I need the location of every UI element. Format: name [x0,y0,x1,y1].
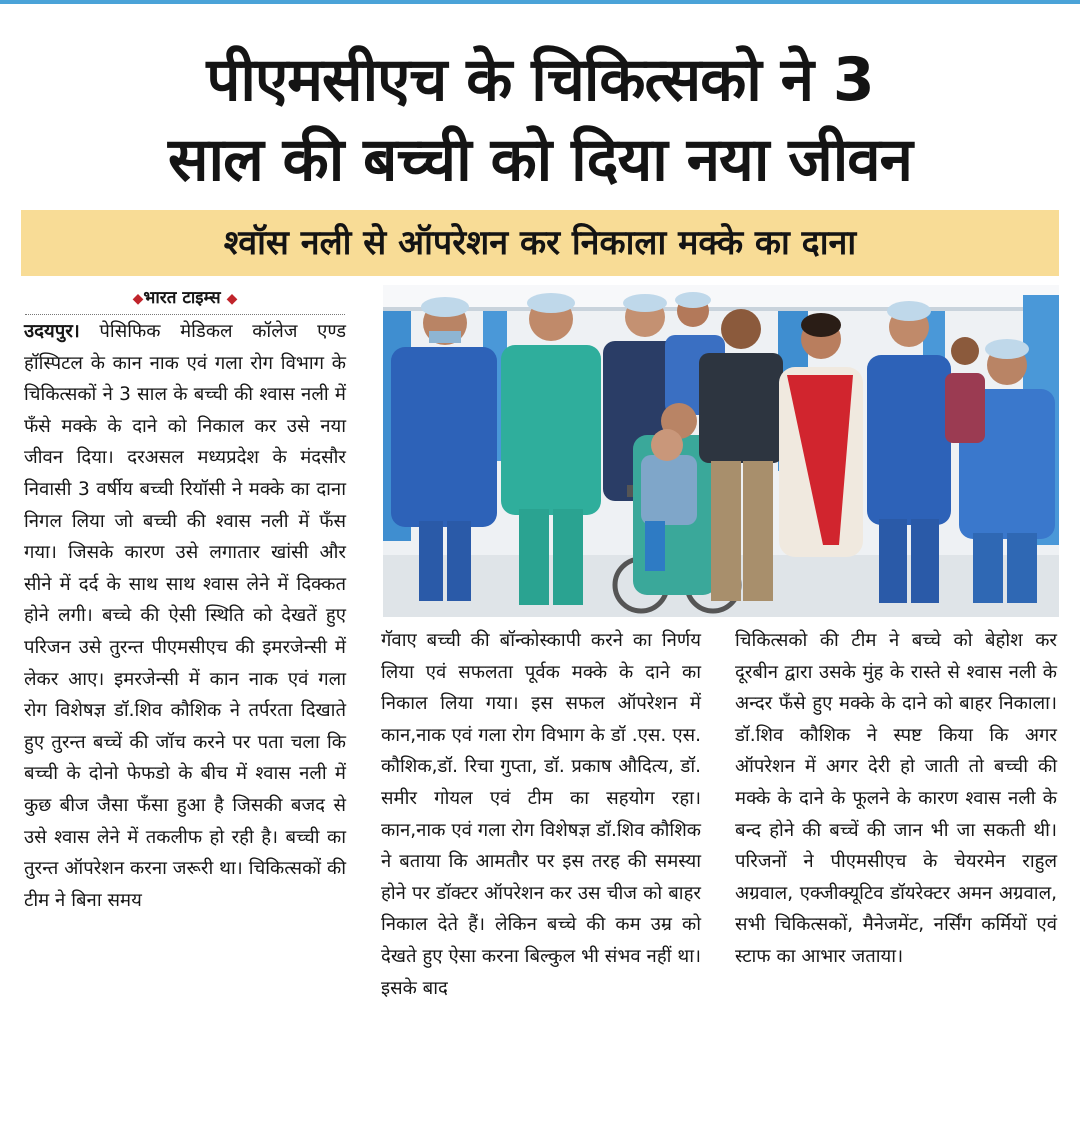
group-photo-illustration [383,285,1059,617]
article-column-1 [24,316,346,916]
byline [25,286,345,311]
diamond-icon: ◆ [132,291,144,307]
byline-source: भारत टाइम्स [143,288,221,308]
headline-line-2: साल की बच्ची को दिया नया जीवन [168,125,912,195]
diamond-icon: ◆ [226,291,238,307]
news-photo [383,285,1059,617]
headline [0,40,1080,200]
dateline: उदयपुर। [24,321,80,342]
headline-line-1: पीएमसीएच के चिकित्सको ने 3 [206,45,874,115]
article-column-2: गॅवाए बच्ची की बॉन्कोस्कापी करने का निर्णय लिया एवं सफलता पूर्वक मक्के के दाने का निकाल लिया गया। इस सफल ऑपरेशन में कान,नाक एवं गला रोग विभाग के डॉ .एस. एस. कौशिक,डॉ. रिचा गुप्ता, डॉ. प्रकाष औदित्य, डॉ. समीर गोयल एवं टीम का सहयोग रहा। कान,नाक एवं गला रोग विशेषज्ञ डॉ.शिव कौशिक ने बताया कि आमतौर पर इस तरह की समस्या होने पर डॉक्टर ऑपरेशन कर उस चीज को बाहर निकाल देते हैं। लेकिन बच्चे की कम उम्र को देखते हुए ऐसा करना बिल्कुल भी संभव नहीं था। इसके बाद [381,630,701,999]
top-accent-rule [0,0,1080,4]
byline-divider [25,314,345,315]
article-column-3: चिकित्सको की टीम ने बच्चे को बेहोश कर दूरबीन द्वारा उसके मुंह के रास्ते से श्वास नली के अन्दर फँसे हुए मक्के के दाने को बाहर निकाला। डॉ.शिव कौशिक ने स्पष्ट किया कि अगर ऑपरेशन में अगर देरी हो जाती तो बच्ची की मक्के के दाने के फूलने के कारण श्वास नली के बन्द होने की बच्चें की जान भी जा सकती थी। परिजनों ने पीएमसीएच के चेयरमेन राहुल अग्रवाल, एक्जीक्यूटिव डॉयरेक्टर अमन अग्रवाल, सभी चिकित्सकों, मैनेजमेंट, नर्सिंग कर्मियों एवं स्टाफ का आभार जताया। [735,630,1057,967]
column-1-text: पेसिफिक मेडिकल कॉलेज एण्ड हॉस्पिटल के कान नाक एवं गला रोग विभाग के चिकित्सकों ने 3 साल के बच्ची की श्वास नली में फँसे मक्के के दाने को निकाल कर उसे नया जीवन दिया। दरअसल मध्यप्रदेश के मंदसौर निवासी 3 वर्षीय बच्ची रियॉसी ने मक्के का दाना निगल लिया जो बच्ची की श्वास नली में फँस गया। जिसके कारण उसे लगातार खांसी और सीने में दर्द के साथ साथ श्वास लेने में दिक्कत होने लगी। बच्चे की ऐसी स्थिति को देखतें हुए परिजन उसे तुरन्त पीएमसीएच की इमरजेन्सी में लेकर आए। इमरजेन्सी में कान नाक एवं गला रोग विशेषज्ञ डॉ.शिव कौशिक ने तर्परता दिखाते हुए तुरन्त बच्चें की जॉच करने पर पता चला कि बच्ची के दोनो फेफडो के बीच में श्वास नली में कुछ बीज जैसा फँसा हुआ है जिसकी बजद से उसे श्वास लेने में तकलीफ हो रही है। बच्ची का तुरन्त ऑपरेशन करना जरूरी था। चिकित्सकों की टीम ने बिना समय [24,321,346,911]
subheadline: श्वॉस नली से ऑपरेशन कर निकाला मक्के का दाना [21,210,1059,276]
